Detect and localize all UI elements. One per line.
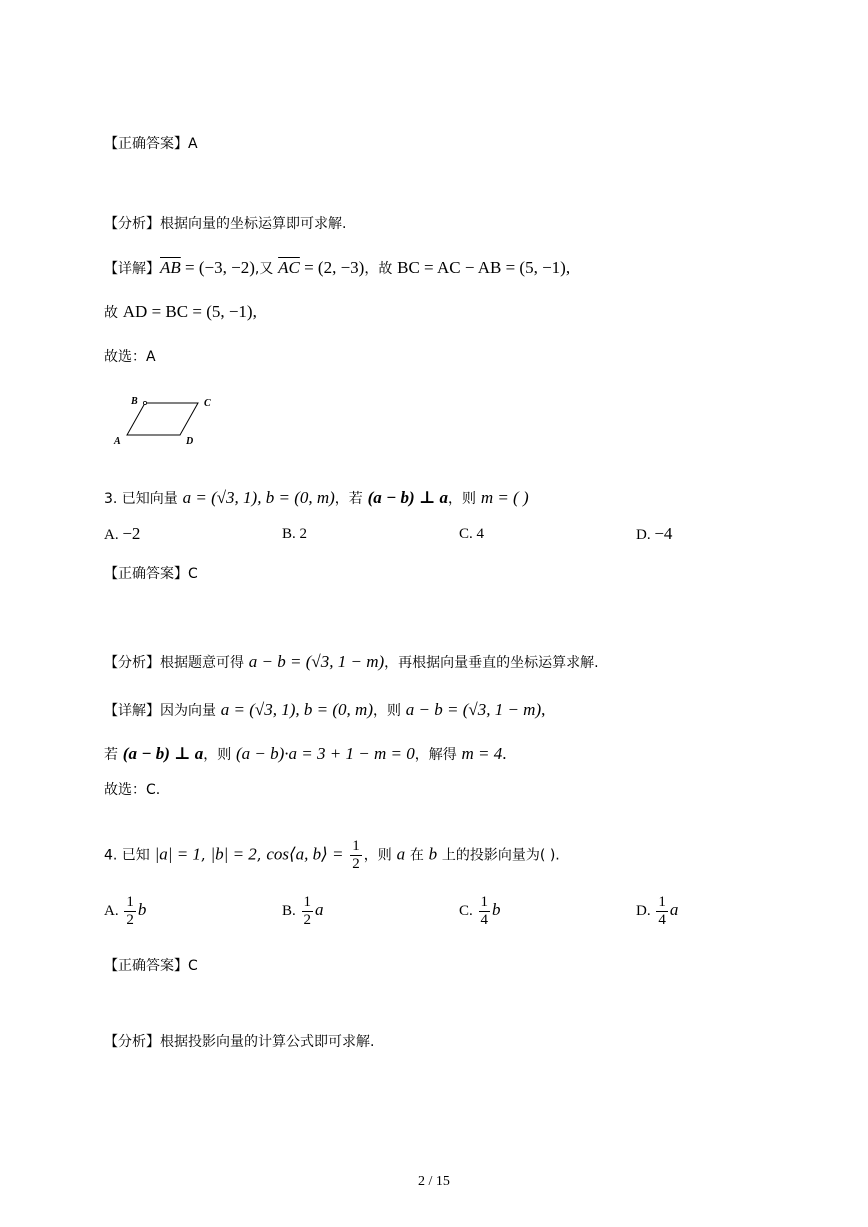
parallelogram-figure [110,390,220,450]
q3-detail-line2 [104,742,507,767]
q4-stem-b: |b| = 2 [210,844,257,864]
q3-analysis [104,650,599,675]
fig-label-d: D [186,436,194,447]
fig-label-c: C [204,398,211,409]
q4-stem-cos: cos⟨a, b⟩ = [266,844,344,864]
q3-stem-then: ，则 [448,491,477,507]
q3-detail-expr2: a − b = (√3, 1 − m) [405,700,542,719]
q3-option-d: D. −4 [636,524,673,543]
q2-line2-comma: , [252,302,257,321]
q2-detail-label: 【详解】 [104,261,160,277]
q2-vector-ac: $\overline{AC}$ [278,258,300,277]
q3-analysis-suffix: ，再根据向量垂直的坐标运算求解. [384,655,599,671]
q4-stem: 4. 已知 |a| = 1, |b| = 2, cos⟨a, b⟩ = $\frac{1}{2}$ ，则 a 在 b 上的投影向量为( ). [104,838,560,872]
q2-bc-expr: BC = AC − AB = (5, −1) [397,258,566,277]
q4-stem-prefix: 4. 已知 [104,847,150,864]
q4-stem-a: |a| = 1 [154,844,201,864]
q3-answer: 【正确答案】C [104,566,198,582]
q3-detail-prefix: 【详解】因为向量 [104,703,216,719]
q4-option-a: A. $\frac{1}{2}$ b [104,894,147,928]
q2-again: ,又 [254,261,274,277]
q4-option-c: C. $\frac{1}{4}$ b [459,894,501,928]
q2-detail-line2 [104,300,257,325]
q3-line2-end: . [502,744,507,763]
q3-option-c: C. 4 [459,526,485,542]
q2-ab-value: = (−3, −2) [180,258,255,277]
q2-vector-ab: $\overline{AB}$ [160,258,181,277]
q3-line2-expr: (a − b)·a = 3 + 1 − m = 0 [236,744,415,763]
q3-option-a: A. −2 [104,524,141,543]
q3-line2-then: ，则 [203,747,232,763]
q2-ad-expr: AD = BC = (5, −1) [122,302,253,321]
q2-line2-so: 故 [104,305,118,321]
q2-ac-value: = (2, −3) [299,258,365,277]
q3-stem-if: ，若 [334,491,363,507]
q3-analysis-expr: a − b = (√3, 1 − m) [248,652,385,671]
q2-detail-line [104,256,570,281]
q4-stem-end: 上的投影向量为( ). [441,847,560,864]
q4-stem-then: ，则 [363,847,392,864]
q2-so: ，故 [364,261,393,277]
q4-stem-fraction: $\frac{1}{2}$ [352,838,360,872]
q3-detail-expr1: a = (√3, 1), b = (0, m) [220,700,373,719]
q4-answer: 【正确答案】C [104,958,198,974]
q3-detail-then: ，则 [372,703,401,719]
q3-stem-cond: (a − b) ⊥ a [367,488,449,507]
q3-line2-cond: (a − b) ⊥ a [122,744,204,763]
q3-choose: 故选：C. [104,782,161,798]
q3-detail-comma: , [541,700,546,719]
q2-answer: 【正确答案】A [104,136,198,152]
q3-stem-prefix: 3. 已知向量 [104,491,178,507]
q3-detail [104,698,545,723]
q3-option-b: B. 2 [282,526,308,542]
page-number: 2 / 15 [418,1174,450,1189]
q4-stem-vb: b [428,844,438,864]
q4-option-b: B. $\frac{1}{2}$ a [282,894,324,928]
fig-label-a: A [114,436,121,447]
q4-stem-in: 在 [409,847,424,864]
q4-option-d: D. $\frac{1}{4}$ a [636,894,679,928]
q3-stem-m: m = ( ) [480,488,529,507]
q2-detail-comma: , [565,258,571,277]
q2-analysis: 【分析】根据向量的坐标运算即可求解. [104,216,347,232]
q4-stem-va: a [396,844,406,864]
q2-choose: 故选：A [104,349,156,365]
fig-label-b: B [131,396,138,407]
q3-line2-m: m = 4 [461,744,503,763]
q3-stem-vectors: a = (√3, 1), b = (0, m) [182,488,335,507]
q3-line2-solve: ，解得 [414,747,457,763]
q4-analysis: 【分析】根据投影向量的计算公式即可求解. [104,1034,375,1050]
q3-analysis-prefix: 【分析】根据题意可得 [104,655,244,671]
q3-stem [104,486,529,511]
q3-line2-if: 若 [104,747,118,763]
